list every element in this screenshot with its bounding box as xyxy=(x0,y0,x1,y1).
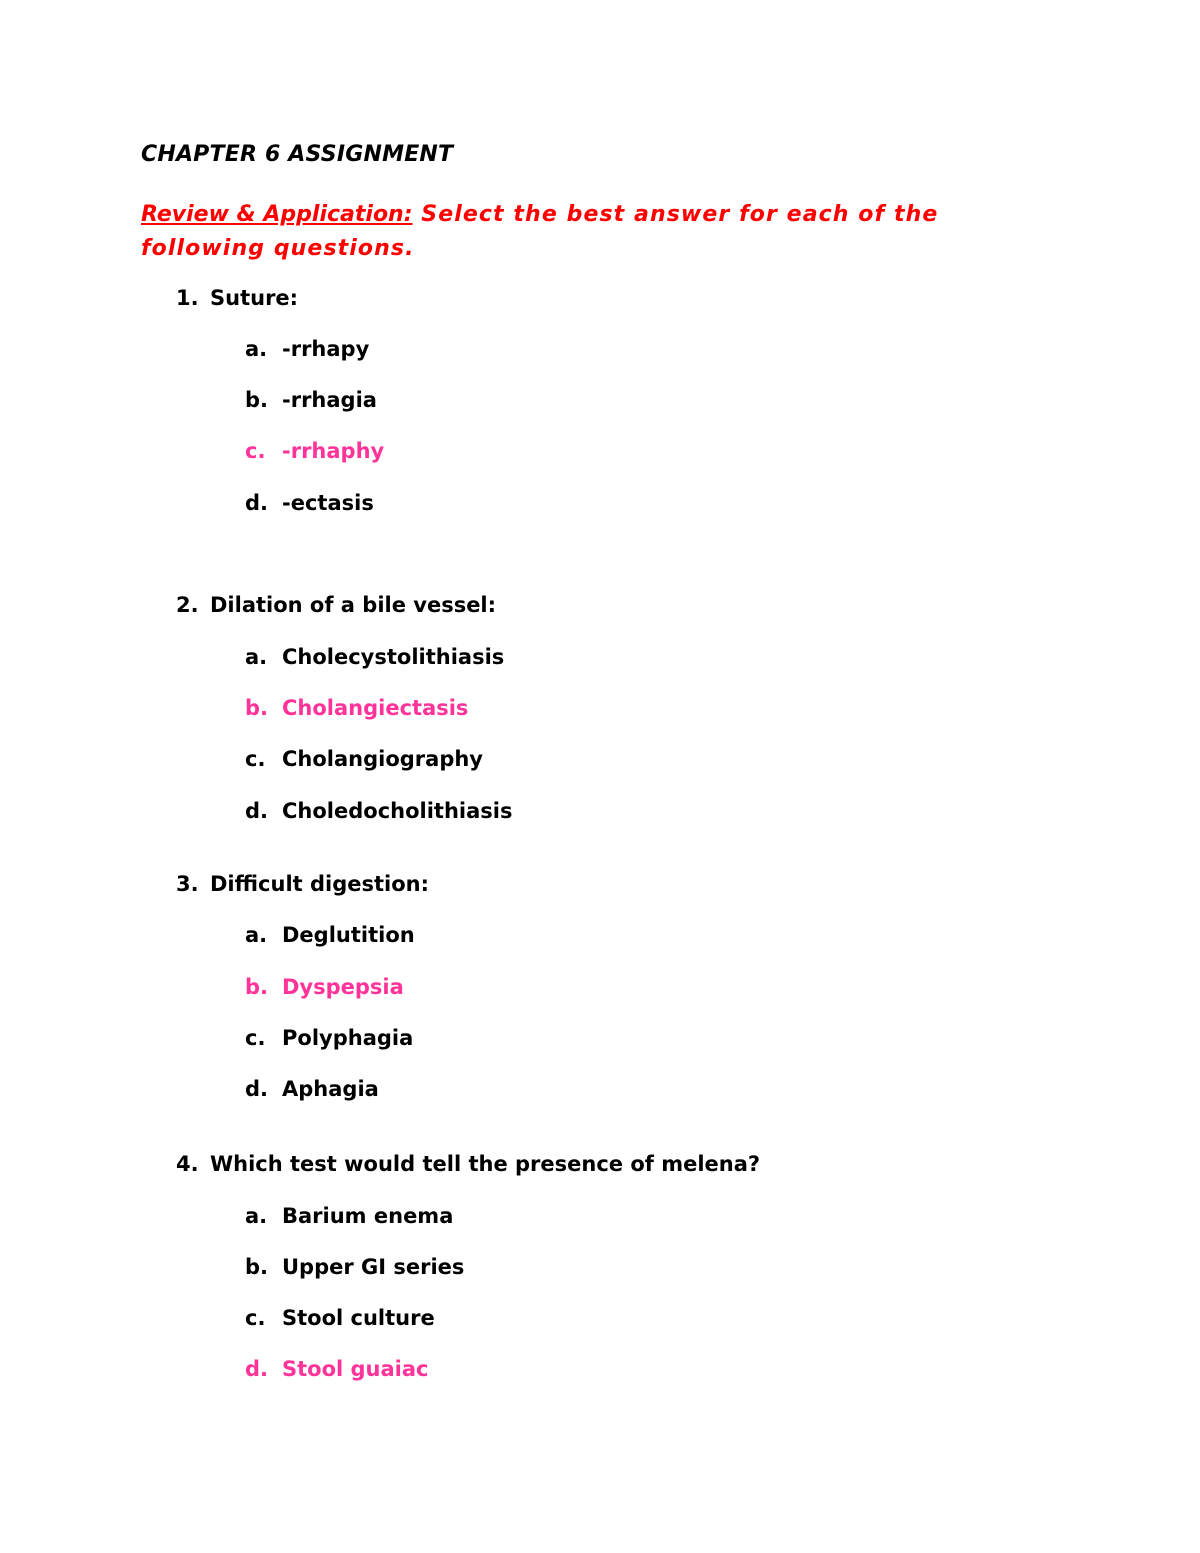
option-letter: c. xyxy=(245,1026,266,1050)
option-letter: c. xyxy=(245,1306,266,1330)
option-letter: b. xyxy=(245,388,269,412)
option-2a xyxy=(245,645,504,669)
question-number: 4. xyxy=(176,1152,199,1176)
question-4 xyxy=(176,1152,760,1176)
question-3 xyxy=(176,872,429,896)
option-4c xyxy=(245,1306,435,1330)
option-letter: d. xyxy=(245,1077,269,1101)
option-letter: c. xyxy=(245,439,266,463)
instructions-lead: Review & Application: xyxy=(141,202,413,227)
option-2d xyxy=(245,799,512,823)
option-text: Stool guaiac xyxy=(282,1357,429,1381)
option-letter: b. xyxy=(245,1255,269,1279)
option-3a xyxy=(245,923,415,947)
question-text: Dilation of a bile vessel: xyxy=(210,593,497,617)
option-3c xyxy=(245,1026,413,1050)
option-letter: a. xyxy=(245,1204,268,1228)
instructions xyxy=(141,198,1041,266)
option-text: Cholangiectasis xyxy=(282,696,469,720)
option-4a xyxy=(245,1204,453,1228)
option-letter: a. xyxy=(245,337,268,361)
option-text: Choledocholithiasis xyxy=(282,799,513,823)
option-letter: d. xyxy=(245,799,269,823)
question-text: Difficult digestion: xyxy=(210,872,430,896)
option-1a xyxy=(245,337,369,361)
option-text: -ectasis xyxy=(282,491,374,515)
question-2 xyxy=(176,593,496,617)
instructions-text: Select the best answer for each of the following questions. xyxy=(141,202,939,261)
question-text: Suture: xyxy=(210,286,299,310)
option-text: -rrhagia xyxy=(282,388,377,412)
option-text: Deglutition xyxy=(282,923,415,947)
option-letter: d. xyxy=(245,491,269,515)
question-number: 3. xyxy=(176,872,199,896)
option-text: -rrhapy xyxy=(282,337,370,361)
option-letter: b. xyxy=(245,975,269,999)
option-2b-correct xyxy=(245,696,468,720)
option-text: -rrhaphy xyxy=(282,439,385,463)
option-text: Stool culture xyxy=(282,1306,435,1330)
option-1d xyxy=(245,491,374,515)
option-text: Cholecystolithiasis xyxy=(282,645,505,669)
option-text: Cholangiography xyxy=(282,747,483,771)
option-1b xyxy=(245,388,377,412)
document-title: CHAPTER 6 ASSIGNMENT xyxy=(141,142,454,167)
option-letter: a. xyxy=(245,923,268,947)
question-number: 2. xyxy=(176,593,199,617)
option-text: Dyspepsia xyxy=(282,975,404,999)
question-1 xyxy=(176,286,298,310)
option-letter: c. xyxy=(245,747,266,771)
option-3b-correct xyxy=(245,975,404,999)
question-text: Which test would tell the presence of melena? xyxy=(210,1152,761,1176)
option-text: Barium enema xyxy=(282,1204,454,1228)
question-number: 1. xyxy=(176,286,199,310)
option-text: Polyphagia xyxy=(282,1026,414,1050)
option-letter: b. xyxy=(245,696,269,720)
option-1c-correct xyxy=(245,439,384,463)
option-4b xyxy=(245,1255,464,1279)
option-2c xyxy=(245,747,483,771)
option-letter: d. xyxy=(245,1357,269,1381)
option-text: Aphagia xyxy=(282,1077,379,1101)
option-3d xyxy=(245,1077,379,1101)
option-text: Upper GI series xyxy=(282,1255,465,1279)
option-letter: a. xyxy=(245,645,268,669)
option-4d-correct xyxy=(245,1357,429,1381)
